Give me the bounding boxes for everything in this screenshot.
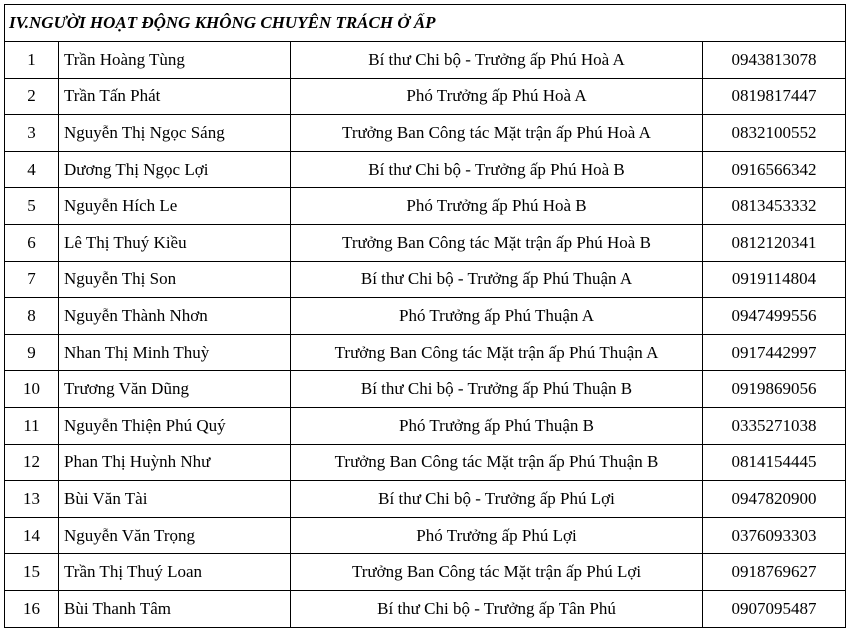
phone-number-cell: 0907095487 — [703, 590, 846, 627]
position-cell: Trưởng Ban Công tác Mặt trận ấp Phú Hoà A — [291, 115, 703, 152]
table-row — [5, 224, 846, 261]
table-row — [5, 590, 846, 627]
table-row — [5, 334, 846, 371]
table-row — [5, 517, 846, 554]
phone-number-cell: 0376093303 — [703, 517, 846, 554]
table-row — [5, 481, 846, 518]
table-row — [5, 298, 846, 335]
phone-number-cell: 0916566342 — [703, 151, 846, 188]
staff-table-container — [4, 4, 845, 628]
person-name-cell: Dương Thị Ngọc Lợi — [59, 151, 291, 188]
row-number-cell: 4 — [5, 151, 59, 188]
staff-table-body — [5, 5, 846, 628]
position-cell: Bí thư Chi bộ - Trưởng ấp Phú Thuận B — [291, 371, 703, 408]
position-cell: Trưởng Ban Công tác Mặt trận ấp Phú Lợi — [291, 554, 703, 591]
position-cell: Bí thư Chi bộ - Trưởng ấp Tân Phú — [291, 590, 703, 627]
person-name-cell: Nguyễn Thị Ngọc Sáng — [59, 115, 291, 152]
row-number-cell: 7 — [5, 261, 59, 298]
person-name-cell: Nhan Thị Minh Thuỳ — [59, 334, 291, 371]
person-name-cell: Nguyễn Thị Son — [59, 261, 291, 298]
position-cell: Bí thư Chi bộ - Trưởng ấp Phú Hoà B — [291, 151, 703, 188]
position-cell: Trưởng Ban Công tác Mặt trận ấp Phú Hoà B — [291, 224, 703, 261]
phone-number-cell: 0812120341 — [703, 224, 846, 261]
phone-number-cell: 0947820900 — [703, 481, 846, 518]
position-cell: Bí thư Chi bộ - Trưởng ấp Phú Thuận A — [291, 261, 703, 298]
person-name-cell: Nguyễn Hích Le — [59, 188, 291, 225]
phone-number-cell: 0943813078 — [703, 42, 846, 79]
row-number-cell: 8 — [5, 298, 59, 335]
person-name-cell: Bùi Thanh Tâm — [59, 590, 291, 627]
person-name-cell: Nguyễn Thiện Phú Quý — [59, 407, 291, 444]
person-name-cell: Lê Thị Thuý Kiều — [59, 224, 291, 261]
position-cell: Phó Trưởng ấp Phú Thuận B — [291, 407, 703, 444]
phone-number-cell: 0814154445 — [703, 444, 846, 481]
row-number-cell: 10 — [5, 371, 59, 408]
table-row — [5, 444, 846, 481]
person-name-cell: Trần Tấn Phát — [59, 78, 291, 115]
position-cell: Bí thư Chi bộ - Trưởng ấp Phú Hoà A — [291, 42, 703, 79]
row-number-cell: 5 — [5, 188, 59, 225]
row-number-cell: 1 — [5, 42, 59, 79]
person-name-cell: Phan Thị Huỳnh Như — [59, 444, 291, 481]
position-cell: Phó Trưởng ấp Phú Hoà A — [291, 78, 703, 115]
phone-number-cell: 0819817447 — [703, 78, 846, 115]
row-number-cell: 16 — [5, 590, 59, 627]
phone-number-cell: 0918769627 — [703, 554, 846, 591]
phone-number-cell: 0919869056 — [703, 371, 846, 408]
position-cell: Bí thư Chi bộ - Trưởng ấp Phú Lợi — [291, 481, 703, 518]
row-number-cell: 14 — [5, 517, 59, 554]
phone-number-cell: 0919114804 — [703, 261, 846, 298]
row-number-cell: 2 — [5, 78, 59, 115]
person-name-cell: Bùi Văn Tài — [59, 481, 291, 518]
person-name-cell: Trương Văn Dũng — [59, 371, 291, 408]
phone-number-cell: 0832100552 — [703, 115, 846, 152]
person-name-cell: Trần Hoàng Tùng — [59, 42, 291, 79]
phone-number-cell: 0335271038 — [703, 407, 846, 444]
row-number-cell: 3 — [5, 115, 59, 152]
section-title: IV.NGƯỜI HOẠT ĐỘNG KHÔNG CHUYÊN TRÁCH Ở ẤP — [5, 5, 846, 42]
person-name-cell: Trần Thị Thuý Loan — [59, 554, 291, 591]
table-row — [5, 554, 846, 591]
row-number-cell: 9 — [5, 334, 59, 371]
position-cell: Trưởng Ban Công tác Mặt trận ấp Phú Thuận A — [291, 334, 703, 371]
row-number-cell: 6 — [5, 224, 59, 261]
table-row — [5, 42, 846, 79]
row-number-cell: 15 — [5, 554, 59, 591]
row-number-cell: 13 — [5, 481, 59, 518]
table-row — [5, 188, 846, 225]
phone-number-cell: 0813453332 — [703, 188, 846, 225]
person-name-cell: Nguyễn Văn Trọng — [59, 517, 291, 554]
position-cell: Phó Trưởng ấp Phú Hoà B — [291, 188, 703, 225]
table-row — [5, 371, 846, 408]
row-number-cell: 12 — [5, 444, 59, 481]
table-row — [5, 407, 846, 444]
section-header-row — [5, 5, 846, 42]
phone-number-cell: 0917442997 — [703, 334, 846, 371]
table-row — [5, 115, 846, 152]
position-cell: Trưởng Ban Công tác Mặt trận ấp Phú Thuận B — [291, 444, 703, 481]
position-cell: Phó Trưởng ấp Phú Lợi — [291, 517, 703, 554]
table-row — [5, 78, 846, 115]
table-row — [5, 151, 846, 188]
table-row — [5, 261, 846, 298]
staff-table — [4, 4, 846, 628]
row-number-cell: 11 — [5, 407, 59, 444]
position-cell: Phó Trưởng ấp Phú Thuận A — [291, 298, 703, 335]
person-name-cell: Nguyễn Thành Nhơn — [59, 298, 291, 335]
phone-number-cell: 0947499556 — [703, 298, 846, 335]
